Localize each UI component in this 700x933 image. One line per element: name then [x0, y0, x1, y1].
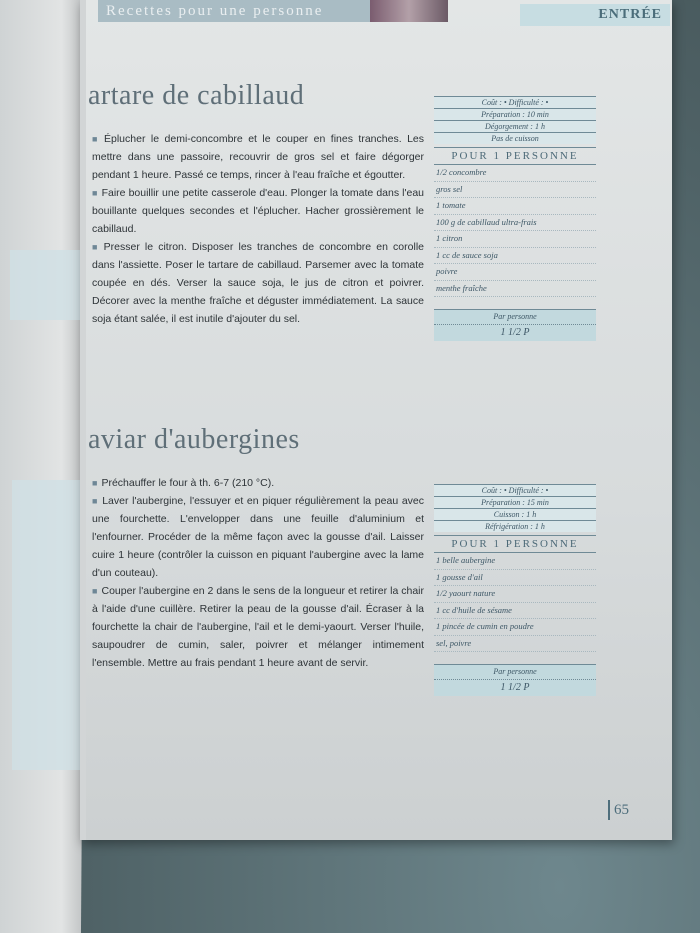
- meta-preparation: Préparation : 10 min: [434, 108, 596, 120]
- ingredient-item: poivre: [434, 264, 596, 281]
- instruction-paragraph: ■ Préchauffer le four à th. 6-7 (210 °C).: [92, 477, 275, 489]
- series-header: Recettes pour une personne: [98, 0, 378, 22]
- servings-heading: POUR 1 PERSONNE: [434, 147, 596, 165]
- ingredient-item: menthe fraîche: [434, 281, 596, 298]
- bullet-icon: ■: [92, 496, 99, 506]
- book-page: [80, 0, 672, 840]
- category-tag: ENTRÉE: [520, 4, 670, 26]
- ingredient-item: 1 tomate: [434, 198, 596, 215]
- per-person-label: Par personne: [434, 664, 596, 679]
- meta-cooking: Pas de cuisson: [434, 132, 596, 144]
- ingredient-item: 1 gousse d'ail: [434, 570, 596, 587]
- ingredient-item: 1 citron: [434, 231, 596, 248]
- ingredient-item: 1 cc d'huile de sésame: [434, 603, 596, 620]
- ingredient-item: 100 g de cabillaud ultra-frais: [434, 215, 596, 232]
- ingredient-item: 1/2 concombre: [434, 165, 596, 182]
- page-gutter: [80, 0, 86, 840]
- bullet-icon: ■: [92, 134, 100, 144]
- meta-degorgement: Dégorgement : 1 h: [434, 120, 596, 132]
- bullet-icon: ■: [92, 188, 98, 198]
- instruction-paragraph: ■ Presser le citron. Disposer les tranches de concombre en corolle dans l'assiette. Poser le tartare de cabillaud. Parsemer avec la tomate coupée en dés. Verser la sauce soja, le jus de citron et poivrer. Décorer avec la menthe fraîche et déguster immédiatement. La sauce soja étant salée, il est inutile d'ajouter du sel.: [92, 241, 424, 325]
- per-person-label: Par personne: [434, 309, 596, 324]
- meta-refrigeration: Réfrigération : 1 h: [434, 520, 596, 532]
- recipe-info-box: [434, 484, 596, 696]
- ingredient-item: gros sel: [434, 182, 596, 199]
- servings-heading: POUR 1 PERSONNE: [434, 535, 596, 553]
- previous-page-edge: [0, 0, 88, 933]
- instruction-paragraph: ■ Laver l'aubergine, l'essuyer et en piquer régulièrement la peau avec une fourchette. L'envelopper dans une feuille d'aluminium et l'enfourner. Procéder de la même façon avec la gousse d'ail. Laisser cuire 1 heure (contrôler la cuisson en piquant l'aubergine avec la lame d'un couteau).: [92, 495, 424, 579]
- per-person-value: 1 1/2 P: [434, 324, 596, 341]
- meta-preparation: Préparation : 15 min: [434, 496, 596, 508]
- ingredient-item: sel, poivre: [434, 636, 596, 653]
- recipe-instructions: [92, 130, 424, 328]
- bullet-icon: ■: [92, 242, 100, 252]
- page-number: 65: [608, 800, 629, 820]
- meta-cooking: Cuisson : 1 h: [434, 508, 596, 520]
- ingredient-item: 1 belle aubergine: [434, 553, 596, 570]
- instruction-paragraph: ■ Éplucher le demi-concombre et le couper en fines tranches. Les mettre dans une passoire, recouvrir de gros sel et faire dégorger pendant 1 heure. Passé ce temps, rincer à l'eau fraîche et égoutter.: [92, 133, 425, 181]
- recipe-title: artare de cabillaud: [88, 80, 305, 111]
- meta-cost: Coût : • Difficulté : •: [434, 484, 596, 496]
- recipe-info-box: [434, 96, 596, 341]
- previous-page-box: [10, 250, 80, 320]
- per-person-value: 1 1/2 P: [434, 679, 596, 696]
- recipe-instructions: [92, 474, 424, 672]
- previous-page-sidebar: [12, 480, 88, 770]
- header-photo: [370, 0, 448, 22]
- meta-cost: Coût : • Difficulté : •: [434, 96, 596, 108]
- recipe-title: aviar d'aubergines: [88, 424, 300, 455]
- ingredient-item: 1 pincée de cumin en poudre: [434, 619, 596, 636]
- ingredient-item: 1/2 yaourt nature: [434, 586, 596, 603]
- instruction-paragraph: ■ Couper l'aubergine en 2 dans le sens de la longueur et retirer la chair à l'aide d'une cuillère. Retirer la peau de la gousse d'ail. Écraser à la fourchette la chair de l'aubergine, l'ail et le demi-yaourt. Verser l'huile, saupoudrer de cumin, saler, poivrer et mélanger intimement l'ensemble. Mettre au frais pendant 1 heure avant de servir.: [92, 585, 425, 669]
- ingredient-item: 1 cc de sauce soja: [434, 248, 596, 265]
- bullet-icon: ■: [92, 586, 98, 596]
- instruction-paragraph: ■ Faire bouillir une petite casserole d'eau. Plonger la tomate dans l'eau bouillante quelques secondes et l'éplucher. Hacher grossièrement le cabillaud.: [92, 187, 425, 235]
- bullet-icon: ■: [92, 478, 98, 488]
